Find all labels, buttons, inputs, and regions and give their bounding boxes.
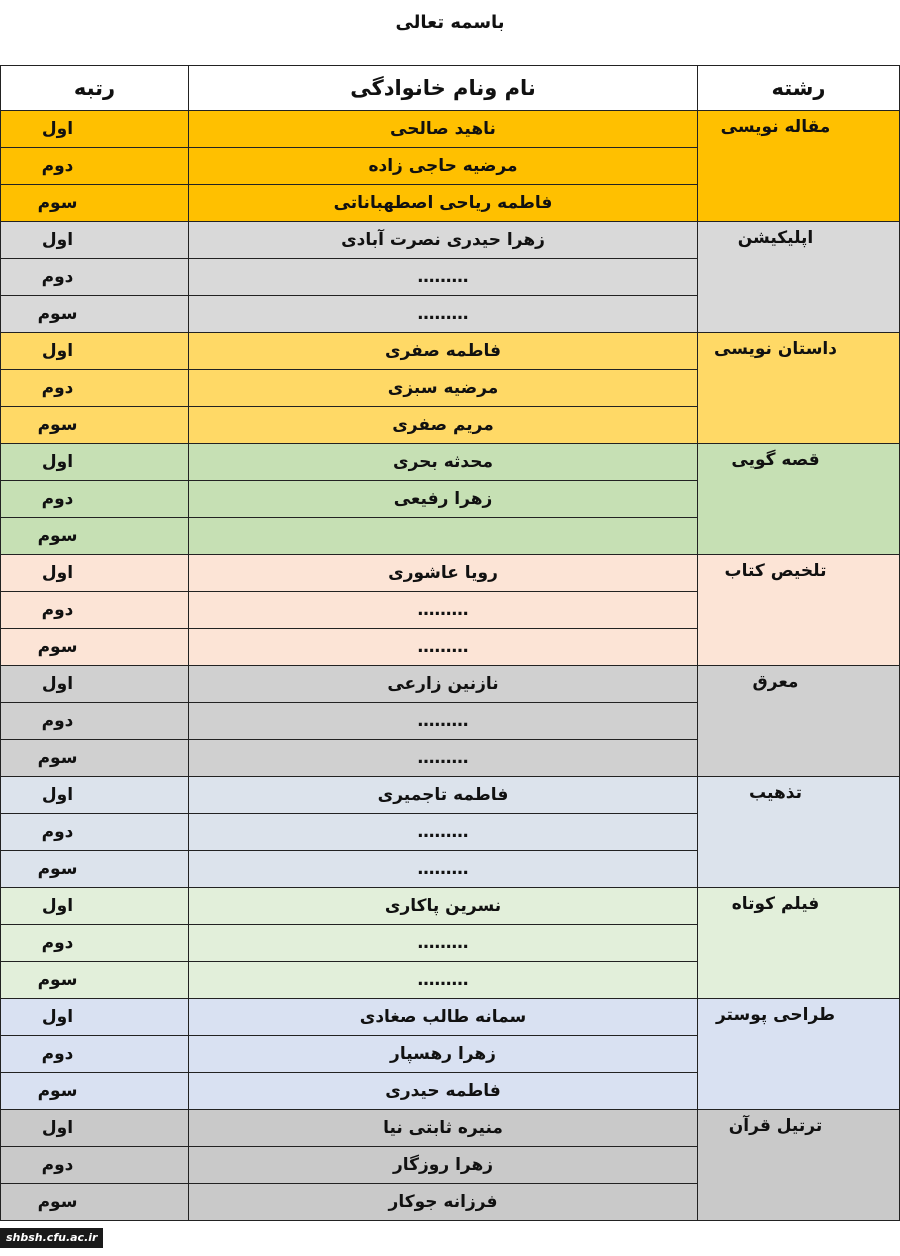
table-row xyxy=(1,222,900,259)
rank-cell: سوم xyxy=(1,407,189,444)
rank-cell: دوم xyxy=(1,148,189,185)
rank-cell: دوم xyxy=(1,592,189,629)
rank-cell: اول xyxy=(1,777,189,814)
name-cell: سمانه طالب صغادی xyxy=(189,999,698,1036)
rank-cell: سوم xyxy=(1,629,189,666)
rank-cell: سوم xyxy=(1,1184,189,1221)
rank-cell: دوم xyxy=(1,259,189,296)
rank-cell: دوم xyxy=(1,1147,189,1184)
name-cell: ……… xyxy=(189,962,698,999)
category-cell: داستان نویسی xyxy=(698,333,900,444)
header-category: رشته xyxy=(698,66,900,111)
rank-cell: دوم xyxy=(1,703,189,740)
table-row xyxy=(1,333,900,370)
name-cell: فرزانه جوکار xyxy=(189,1184,698,1221)
rank-cell: سوم xyxy=(1,1073,189,1110)
category-cell: فیلم کوتاه xyxy=(698,888,900,999)
table-row xyxy=(1,666,900,703)
rank-cell: اول xyxy=(1,333,189,370)
name-cell: ……… xyxy=(189,814,698,851)
category-cell: تذهیب xyxy=(698,777,900,888)
name-cell: زهرا روزگار xyxy=(189,1147,698,1184)
category-cell: طراحی پوستر xyxy=(698,999,900,1110)
name-cell: مرضیه سبزی xyxy=(189,370,698,407)
category-cell: اپلیکیشن xyxy=(698,222,900,333)
name-cell: فاطمه تاجمیری xyxy=(189,777,698,814)
name-cell: زهرا رهسپار xyxy=(189,1036,698,1073)
category-cell: معرق xyxy=(698,666,900,777)
name-cell: زهرا رفیعی xyxy=(189,481,698,518)
name-cell: ……… xyxy=(189,851,698,888)
rank-cell: اول xyxy=(1,444,189,481)
name-cell: فاطمه حیدری xyxy=(189,1073,698,1110)
name-cell: ……… xyxy=(189,925,698,962)
rank-cell: اول xyxy=(1,666,189,703)
rank-cell: دوم xyxy=(1,814,189,851)
rank-cell: سوم xyxy=(1,518,189,555)
table-row xyxy=(1,1110,900,1147)
rank-cell: اول xyxy=(1,888,189,925)
results-table xyxy=(0,65,900,1221)
name-cell: مریم صفری xyxy=(189,407,698,444)
rank-cell: سوم xyxy=(1,851,189,888)
category-cell: مقاله نویسی xyxy=(698,111,900,222)
name-cell xyxy=(189,518,698,555)
name-cell: منیره ثابتی نیا xyxy=(189,1110,698,1147)
results-body xyxy=(1,111,900,1221)
rank-cell: اول xyxy=(1,222,189,259)
rank-cell: دوم xyxy=(1,481,189,518)
category-cell: تلخیص کتاب xyxy=(698,555,900,666)
name-cell: ……… xyxy=(189,703,698,740)
header-rank: رتبه xyxy=(1,66,189,111)
table-row xyxy=(1,999,900,1036)
rank-cell: دوم xyxy=(1,1036,189,1073)
name-cell: ……… xyxy=(189,740,698,777)
category-cell: قصه گویی xyxy=(698,444,900,555)
rank-cell: اول xyxy=(1,111,189,148)
name-cell: فاطمه صفری xyxy=(189,333,698,370)
rank-cell: دوم xyxy=(1,925,189,962)
name-cell: ناهید صالحی xyxy=(189,111,698,148)
table-row xyxy=(1,555,900,592)
header-row xyxy=(1,66,900,111)
name-cell: نازنین زارعی xyxy=(189,666,698,703)
rank-cell: سوم xyxy=(1,740,189,777)
name-cell: فاطمه ریاحی اصطهباناتی xyxy=(189,185,698,222)
header-name: نام ونام خانوادگی xyxy=(189,66,698,111)
name-cell: مرضیه حاجی زاده xyxy=(189,148,698,185)
table-row xyxy=(1,888,900,925)
rank-cell: سوم xyxy=(1,185,189,222)
watermark: shbsh.cfu.ac.ir xyxy=(0,1228,103,1248)
name-cell: رویا عاشوری xyxy=(189,555,698,592)
name-cell: ……… xyxy=(189,296,698,333)
name-cell: ……… xyxy=(189,259,698,296)
table-row xyxy=(1,444,900,481)
name-cell: نسرین پاکاری xyxy=(189,888,698,925)
rank-cell: سوم xyxy=(1,296,189,333)
rank-cell: اول xyxy=(1,1110,189,1147)
rank-cell: سوم xyxy=(1,962,189,999)
page-title: باسمه تعالی xyxy=(395,12,505,33)
rank-cell: دوم xyxy=(1,370,189,407)
rank-cell: اول xyxy=(1,999,189,1036)
name-cell: زهرا حیدری نصرت آبادی xyxy=(189,222,698,259)
name-cell: محدثه بحری xyxy=(189,444,698,481)
name-cell: ……… xyxy=(189,629,698,666)
rank-cell: اول xyxy=(1,555,189,592)
table-row xyxy=(1,777,900,814)
table-row xyxy=(1,111,900,148)
name-cell: ……… xyxy=(189,592,698,629)
category-cell: ترتیل قرآن xyxy=(698,1110,900,1221)
